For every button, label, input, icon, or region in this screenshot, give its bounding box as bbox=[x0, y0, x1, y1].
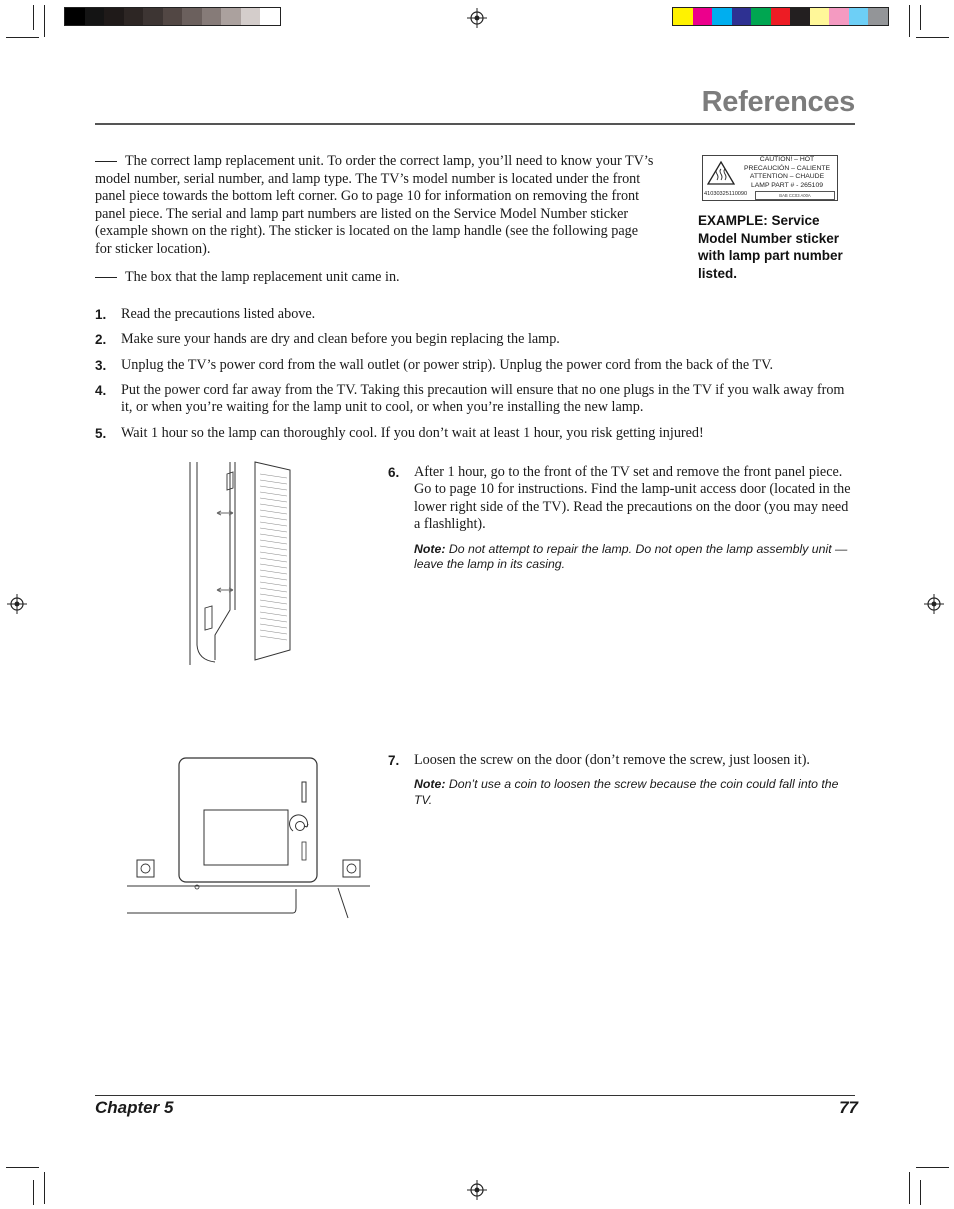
crop-mark bbox=[909, 1172, 910, 1204]
crop-mark bbox=[920, 1180, 921, 1205]
crop-mark bbox=[916, 37, 949, 38]
color-swatch bbox=[868, 8, 888, 25]
crop-mark bbox=[909, 5, 910, 37]
sticker-line: CAUTION! – HOT bbox=[759, 156, 815, 163]
sticker-text bbox=[737, 156, 837, 190]
step-number: 1. bbox=[95, 307, 107, 322]
sticker-line: ATTENTION – CHAUDE bbox=[749, 173, 825, 181]
registration-mark-icon bbox=[7, 594, 27, 614]
checklist-item-box bbox=[95, 269, 655, 287]
crop-mark bbox=[920, 5, 921, 30]
grayscale-swatch bbox=[182, 8, 202, 25]
tv-front-panel-illustration bbox=[185, 460, 295, 670]
sticker-caption: EXAMPLE: Service Model Number sticker with lamp part number listed. bbox=[698, 213, 843, 281]
step-4 bbox=[95, 382, 855, 417]
grayscale-bar bbox=[64, 7, 281, 26]
step-text: Wait 1 hour so the lamp can thoroughly cool. If you don’t wait at least 1 hour, you risk getting injured! bbox=[121, 425, 704, 441]
step-text: Read the precautions listed above. bbox=[121, 306, 316, 322]
step-5 bbox=[95, 425, 855, 442]
registration-mark-icon bbox=[467, 1180, 487, 1200]
step-number: 2. bbox=[95, 332, 107, 347]
color-swatch bbox=[712, 8, 732, 25]
step-number: 6. bbox=[388, 465, 400, 480]
footer-rule bbox=[95, 1095, 855, 1096]
step-1 bbox=[95, 306, 855, 323]
grayscale-swatch bbox=[163, 8, 183, 25]
step-2 bbox=[95, 331, 855, 348]
checklist-item-lamp bbox=[95, 153, 655, 259]
grayscale-swatch bbox=[221, 8, 241, 25]
crop-mark bbox=[33, 1180, 34, 1205]
step-3 bbox=[95, 357, 855, 374]
grayscale-swatch bbox=[104, 8, 124, 25]
grayscale-swatch bbox=[124, 8, 144, 25]
step-note bbox=[414, 542, 856, 573]
step-text: Make sure your hands are dry and clean before you begin replacing the lamp. bbox=[121, 331, 560, 347]
color-swatch bbox=[810, 8, 830, 25]
grayscale-swatch bbox=[65, 8, 85, 25]
registration-mark-icon bbox=[467, 8, 487, 28]
color-swatch bbox=[751, 8, 771, 25]
color-bar bbox=[672, 7, 889, 26]
color-swatch bbox=[771, 8, 791, 25]
step-7 bbox=[388, 752, 856, 809]
step-text: After 1 hour, go to the front of the TV set and remove the front panel piece. Go to page 10 for instructions. Find the lamp-unit access door (located in the lower right side of the TV). Read the precautions on the door (you may need a flashlight). bbox=[414, 464, 851, 533]
sticker-line: PRECAUCIÓN – CALIENTE bbox=[743, 164, 831, 172]
registration-mark-icon bbox=[924, 594, 944, 614]
header-rule bbox=[95, 123, 855, 125]
crop-mark bbox=[33, 5, 34, 30]
lamp-access-door-illustration bbox=[125, 755, 375, 920]
grayscale-swatch bbox=[143, 8, 163, 25]
grayscale-swatch bbox=[241, 8, 261, 25]
crop-mark bbox=[916, 1167, 949, 1168]
color-swatch bbox=[829, 8, 849, 25]
step-number: 7. bbox=[388, 753, 400, 768]
grayscale-swatch bbox=[85, 8, 105, 25]
sticker-line: LAMP PART # - 265109 bbox=[750, 181, 824, 189]
hot-warning-icon bbox=[707, 160, 735, 186]
note-text: Don’t use a coin to loosen the screw because the coin could fall into the TV. bbox=[414, 777, 839, 807]
chapter-label: Chapter 5 bbox=[95, 1098, 174, 1117]
step-6 bbox=[388, 464, 856, 573]
step-note bbox=[414, 777, 856, 808]
grayscale-swatch bbox=[202, 8, 222, 25]
crop-mark bbox=[44, 1172, 45, 1204]
step-text: Unplug the TV’s power cord from the wall outlet (or power strip). Unplug the power cord from the back of the TV. bbox=[121, 357, 774, 373]
sticker-serial: 41030325110090 bbox=[704, 191, 748, 197]
note-label: Note: bbox=[414, 541, 446, 556]
crop-mark bbox=[6, 1167, 39, 1168]
checklist-item-text: The box that the lamp replacement unit came in. bbox=[125, 269, 400, 285]
step-number: 5. bbox=[95, 426, 107, 441]
step-text: Loosen the screw on the door (don’t remove the screw, just loosen it). bbox=[414, 752, 810, 768]
crop-mark bbox=[44, 5, 45, 37]
sticker-codes: BAB CC03 A00A bbox=[755, 191, 835, 200]
note-label: Note: bbox=[414, 777, 446, 792]
checkbox-blank bbox=[95, 277, 117, 278]
step-number: 4. bbox=[95, 383, 107, 398]
color-swatch bbox=[693, 8, 713, 25]
service-sticker bbox=[702, 155, 838, 201]
grayscale-swatch bbox=[260, 8, 280, 25]
color-swatch bbox=[849, 8, 869, 25]
checkbox-blank bbox=[95, 161, 117, 162]
color-swatch bbox=[673, 8, 693, 25]
color-swatch bbox=[732, 8, 752, 25]
step-number: 3. bbox=[95, 358, 107, 373]
color-swatch bbox=[790, 8, 810, 25]
page-number: 77 bbox=[839, 1098, 858, 1117]
crop-mark bbox=[6, 37, 39, 38]
step-text: Put the power cord far away from the TV. Taking this precaution will ensure that no one plugs in the TV if you walk away from it, or when you’re waiting for the lamp unit to cool, or when you’re installing the new lamp. bbox=[121, 382, 845, 416]
page-title: References bbox=[701, 86, 855, 118]
checklist-item-text: The correct lamp replacement unit. To order the correct lamp, you’ll need to know your TV’s model number, serial number, and lamp type. The TV’s model number is located under the front panel piece towards the bottom left corner. Go to page 10 for information on removing the front panel piece. The serial and lamp part numbers are listed on the Service Model Number sticker (example shown on the right). The sticker is located on the lamp handle (see the following page for sticker location). bbox=[95, 153, 654, 257]
note-text: Do not attempt to repair the lamp. Do not open the lamp assembly unit — leave the lamp in its casing. bbox=[414, 541, 848, 572]
